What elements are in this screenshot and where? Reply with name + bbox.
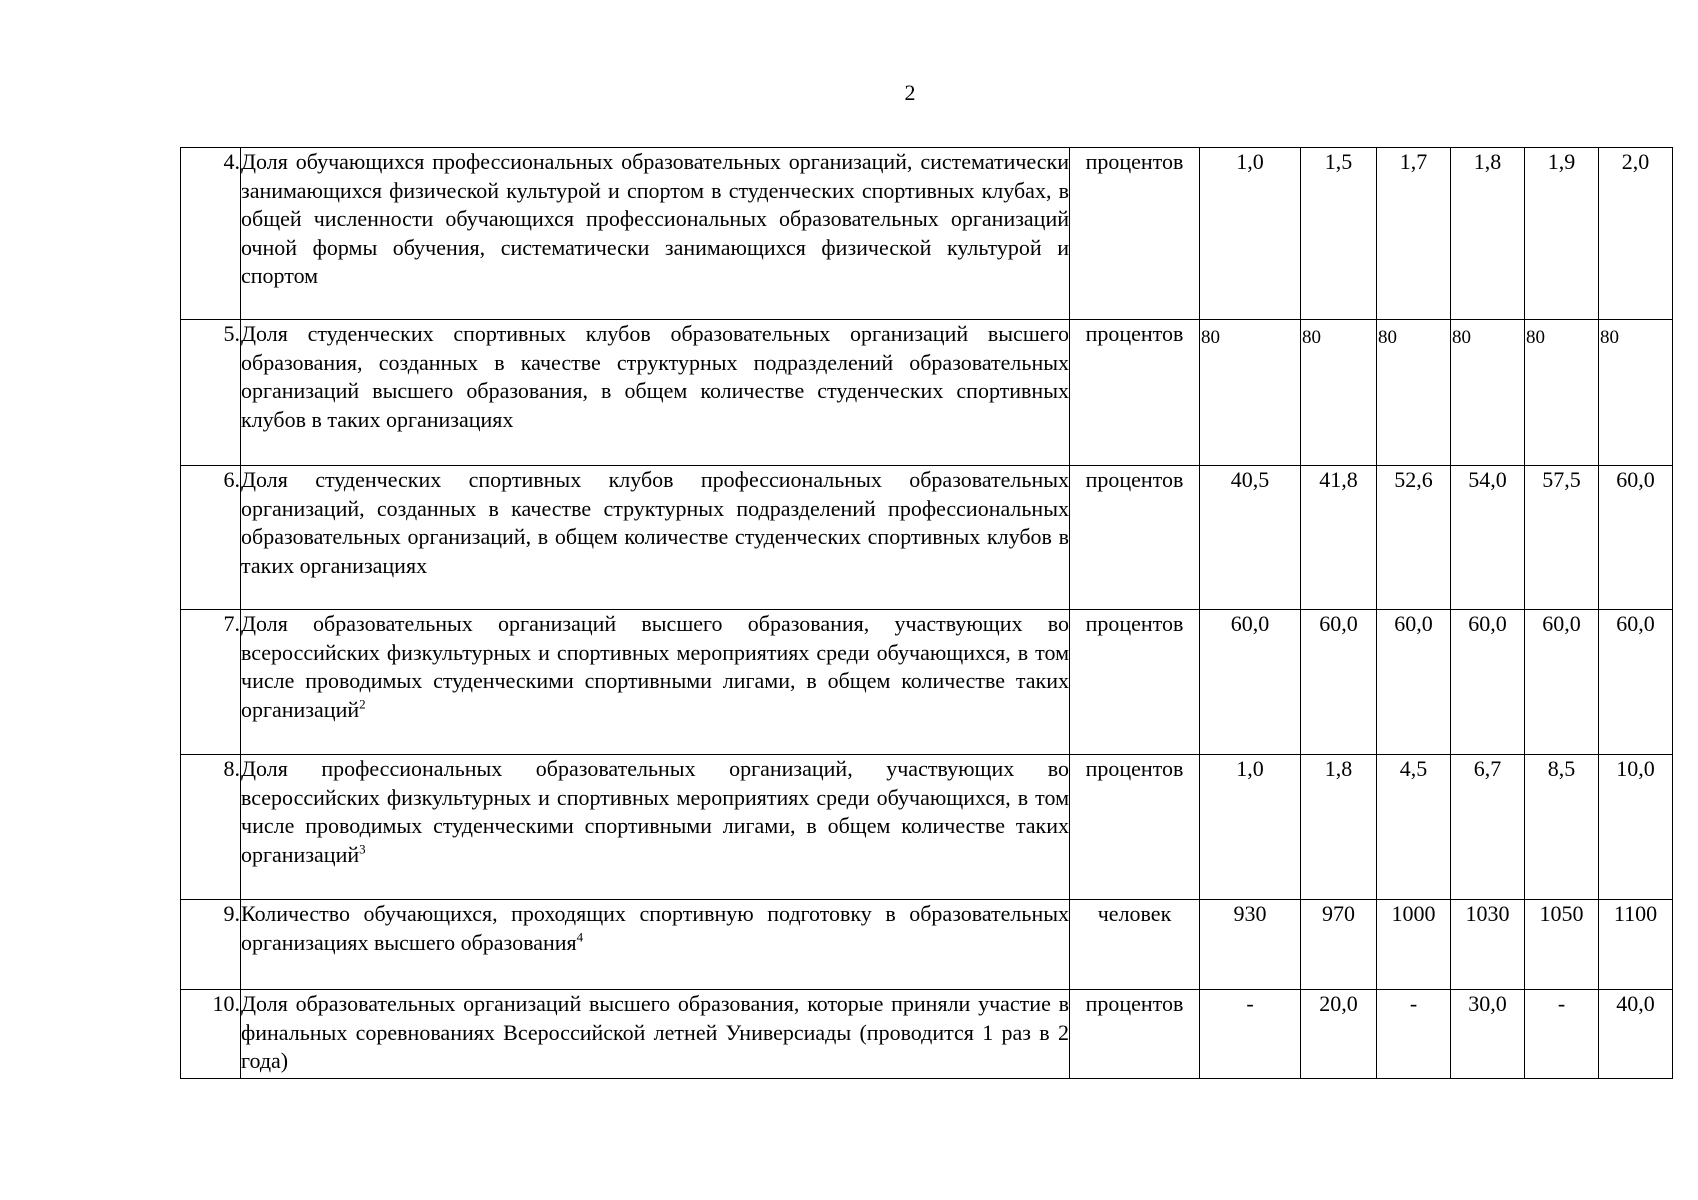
- value-cell: 6,7: [1451, 755, 1525, 900]
- indicator-description: [241, 466, 1070, 610]
- footnote-marker: 2: [359, 696, 366, 712]
- table-row: [181, 900, 1673, 990]
- value-cell: 1050: [1525, 900, 1599, 990]
- value-cell: -: [1377, 990, 1451, 1079]
- value-cell: 40,0: [1599, 990, 1673, 1079]
- row-number: 8.: [181, 755, 241, 900]
- value-cell: 54,0: [1451, 466, 1525, 610]
- indicators-table: [180, 147, 1673, 1079]
- value-cell: 930: [1200, 900, 1301, 990]
- row-number: 7.: [181, 610, 241, 755]
- row-number: 4.: [181, 148, 241, 320]
- value-cell: 1,8: [1301, 755, 1377, 900]
- value-cell: 20,0: [1301, 990, 1377, 1079]
- value-cell: 80: [1451, 320, 1525, 466]
- value-cell: 970: [1301, 900, 1377, 990]
- value-cell: 60,0: [1525, 610, 1599, 755]
- indicator-description: [241, 755, 1070, 900]
- row-number: 5.: [181, 320, 241, 466]
- value-cell: 8,5: [1525, 755, 1599, 900]
- value-cell: 1,9: [1525, 148, 1599, 320]
- value-cell: 80: [1200, 320, 1301, 466]
- value-cell: 60,0: [1599, 466, 1673, 610]
- value-cell: 60,0: [1599, 610, 1673, 755]
- row-number: 9.: [181, 900, 241, 990]
- value-cell: 60,0: [1451, 610, 1525, 755]
- value-cell: 1100: [1599, 900, 1673, 990]
- value-cell: 80: [1525, 320, 1599, 466]
- value-cell: 40,5: [1200, 466, 1301, 610]
- table-row: [181, 755, 1673, 900]
- footnote-marker: 4: [576, 929, 584, 945]
- value-cell: 1,5: [1301, 148, 1377, 320]
- indicator-text: Доля студенческих спортивных клубов профессиональных образовательных организаций, созданных в качестве структурных подразделений профессиональных образовательных организаций, в общем количестве студенческих спортивных клубов в таких организациях: [241, 467, 1069, 578]
- value-cell: 52,6: [1377, 466, 1451, 610]
- indicator-description: [241, 320, 1070, 466]
- table-row: [181, 148, 1673, 320]
- value-cell: 60,0: [1301, 610, 1377, 755]
- footnote-marker: 3: [359, 841, 366, 857]
- value-cell: 1,7: [1377, 148, 1451, 320]
- value-cell: 1,8: [1451, 148, 1525, 320]
- value-cell: 10,0: [1599, 755, 1673, 900]
- indicator-text: Доля студенческих спортивных клубов образовательных организаций высшего образования, созданных в качестве структурных подразделений образовательных организаций высшего образования, в общем количестве студенческих спортивных клубов в таких организациях: [241, 321, 1069, 432]
- table-row: [181, 610, 1673, 755]
- page-number: 2: [904, 80, 916, 105]
- value-cell: 1,0: [1200, 755, 1301, 900]
- table-row: [181, 320, 1673, 466]
- unit-cell: процентов: [1070, 990, 1200, 1079]
- value-cell: 60,0: [1200, 610, 1301, 755]
- value-cell: 41,8: [1301, 466, 1377, 610]
- value-cell: 60,0: [1377, 610, 1451, 755]
- unit-cell: процентов: [1070, 755, 1200, 900]
- unit-cell: человек: [1070, 900, 1200, 990]
- indicator-text: Доля обучающихся профессиональных образовательных организаций, систематически занимающихся физической культурой и спортом в студенческих спортивных клубах, в общей численности обучающихся профессиональных образовательных организаций очной формы обучения, систематически занимающихся физической культурой и спортом: [241, 149, 1069, 288]
- unit-cell: процентов: [1070, 466, 1200, 610]
- indicator-text: Количество обучающихся, проходящих спортивную подготовку в образовательных организациях высшего образования: [241, 901, 1069, 955]
- indicator-text: Доля образовательных организаций высшего образования, которые приняли участие в финальных соревнованиях Всероссийской летней Универсиады (проводится 1 раз в 2 года): [241, 991, 1069, 1073]
- row-number: 10.: [181, 990, 241, 1079]
- value-cell: 2,0: [1599, 148, 1673, 320]
- value-cell: 80: [1301, 320, 1377, 466]
- indicator-text: Доля профессиональных образовательных организаций, участвующих во всероссийских физкультурных и спортивных мероприятиях среди обучающихся, в том числе проводимых студенческими спортивными лигами, в общем количестве таких организаций: [241, 756, 1069, 867]
- value-cell: -: [1200, 990, 1301, 1079]
- value-cell: 1030: [1451, 900, 1525, 990]
- value-cell: 1,0: [1200, 148, 1301, 320]
- value-cell: 80: [1377, 320, 1451, 466]
- value-cell: 30,0: [1451, 990, 1525, 1079]
- indicator-description: [241, 990, 1070, 1079]
- indicator-text: Доля образовательных организаций высшего образования, участвующих во всероссийских физкультурных и спортивных мероприятиях среди обучающихся, в том числе проводимых студенческими спортивными лигами, в общем количестве таких организаций: [241, 611, 1069, 722]
- unit-cell: процентов: [1070, 148, 1200, 320]
- value-cell: 4,5: [1377, 755, 1451, 900]
- indicator-description: [241, 610, 1070, 755]
- indicator-description: [241, 148, 1070, 320]
- value-cell: 57,5: [1525, 466, 1599, 610]
- value-cell: 80: [1599, 320, 1673, 466]
- row-number: 6.: [181, 466, 241, 610]
- table-row: [181, 466, 1673, 610]
- unit-cell: процентов: [1070, 610, 1200, 755]
- value-cell: 1000: [1377, 900, 1451, 990]
- indicator-description: [241, 900, 1070, 990]
- table-row: [181, 990, 1673, 1079]
- unit-cell: процентов: [1070, 320, 1200, 466]
- value-cell: -: [1525, 990, 1599, 1079]
